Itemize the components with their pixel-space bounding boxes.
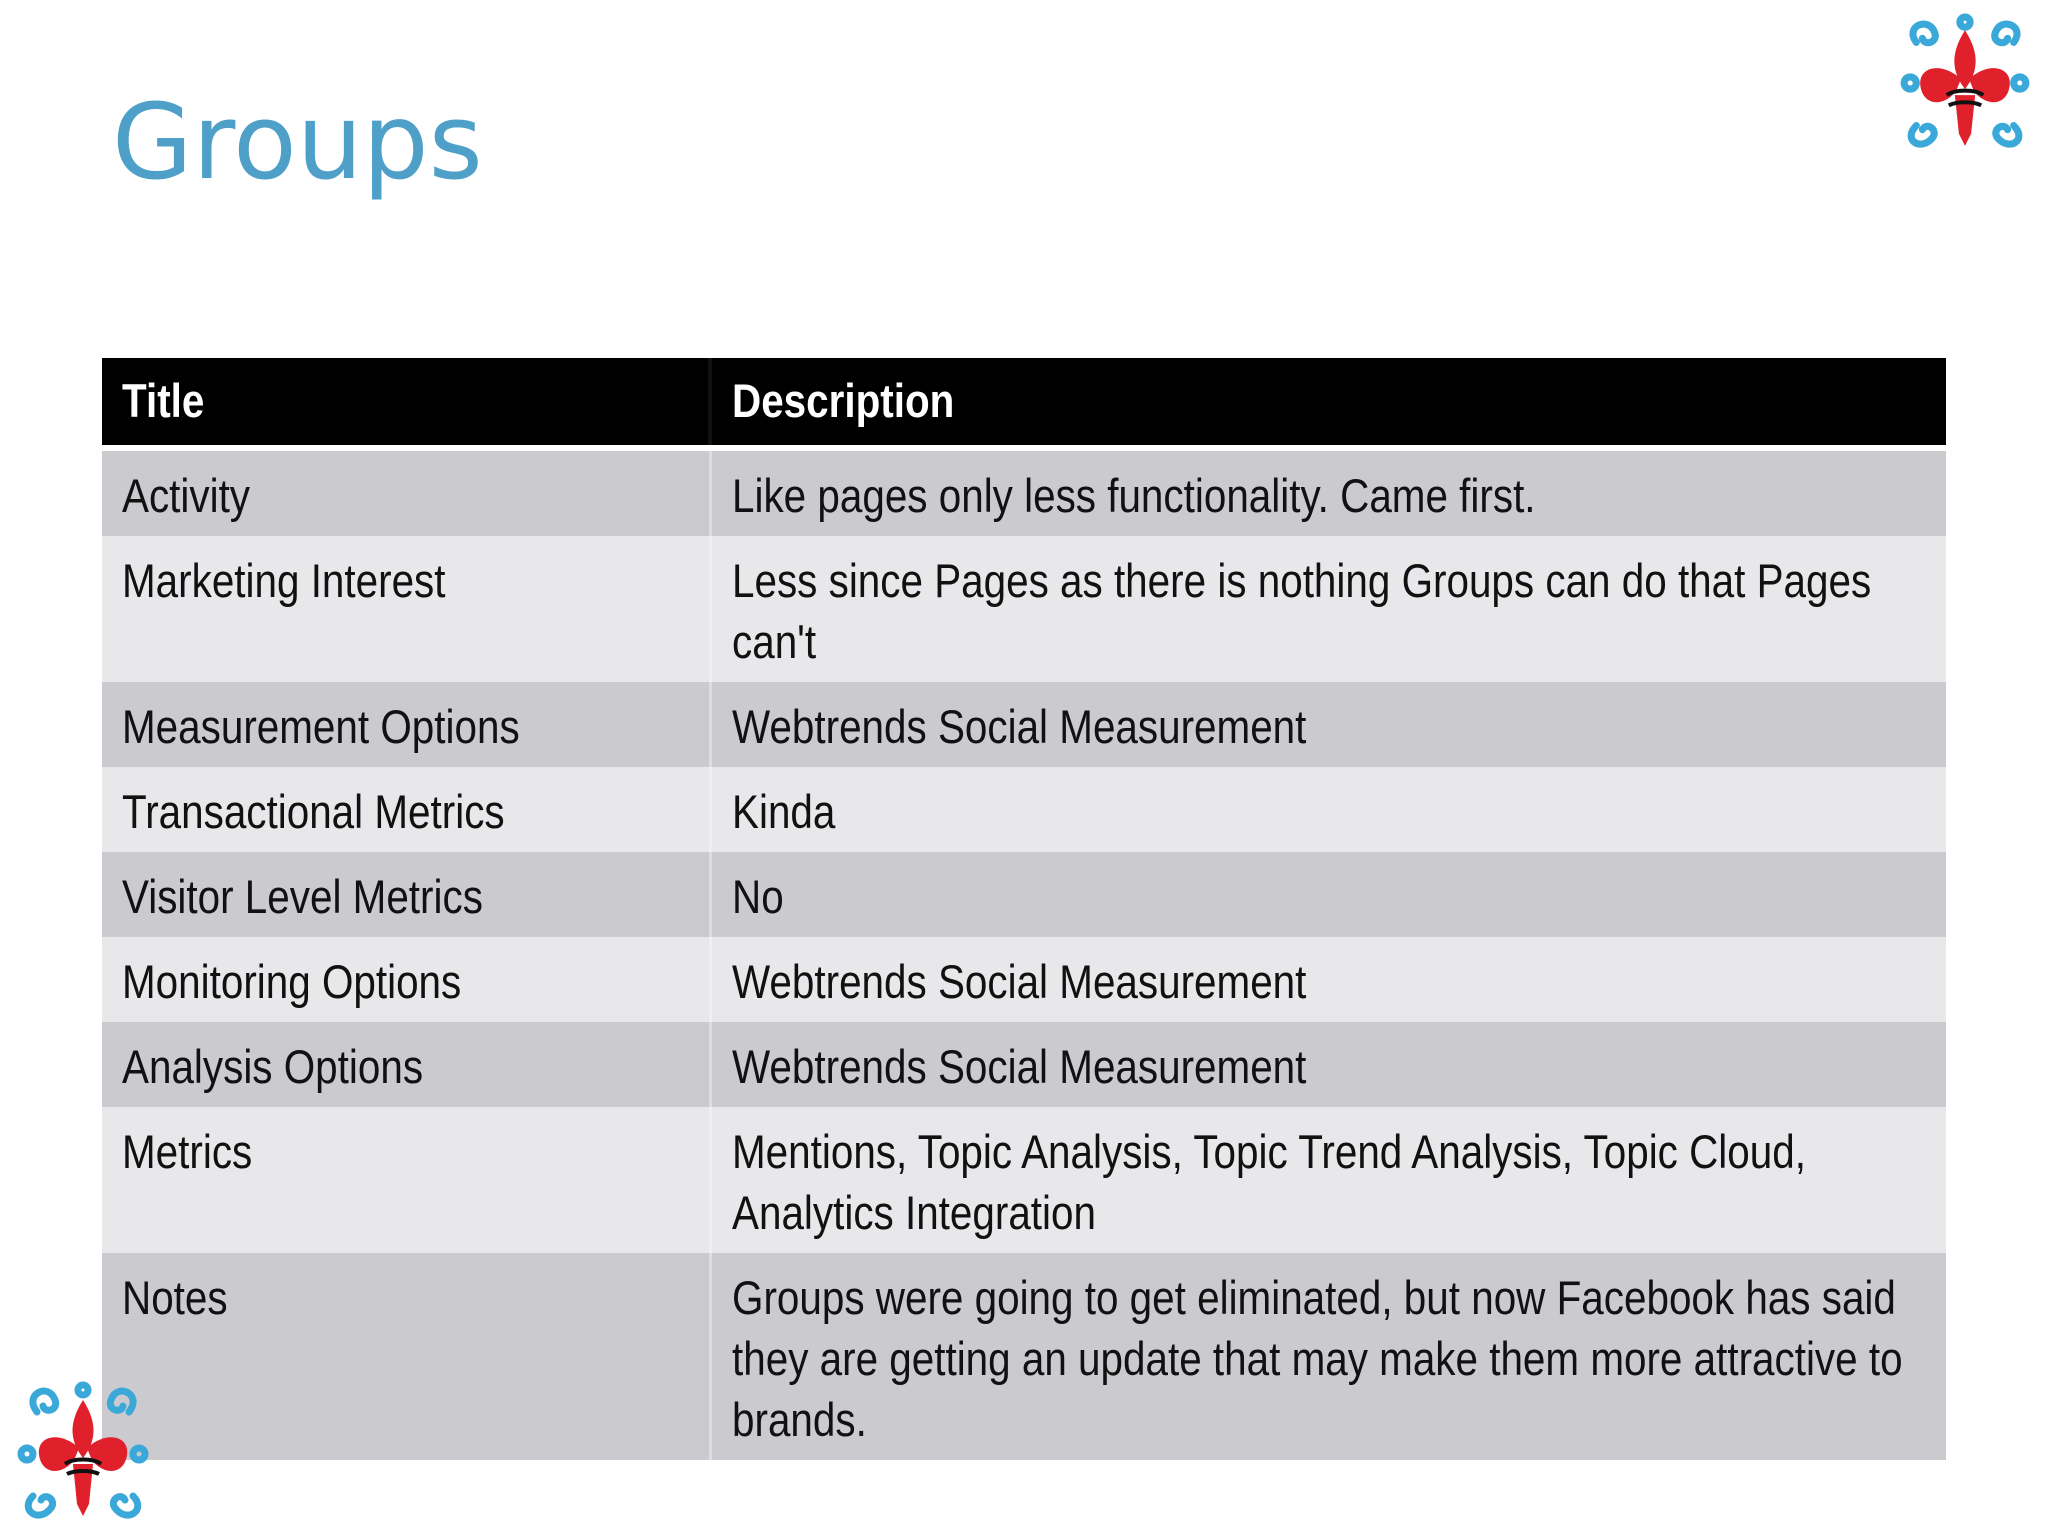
fleur-de-lis-icon: [12, 1378, 154, 1528]
cell-title: Analysis Options: [102, 1022, 710, 1107]
cell-description: Like pages only less functionality. Came first.: [710, 448, 1946, 536]
cell-title: Measurement Options: [102, 682, 710, 767]
cell-title: Visitor Level Metrics: [102, 852, 710, 937]
cell-description: Webtrends Social Measurement: [710, 1022, 1946, 1107]
cell-title: Activity: [102, 448, 710, 536]
header-description: Description: [710, 358, 1946, 448]
cell-title: Notes: [102, 1253, 710, 1460]
cell-description: Webtrends Social Measurement: [710, 682, 1946, 767]
table-row: [102, 1022, 1946, 1107]
cell-description: No: [710, 852, 1946, 937]
table-row: [102, 1253, 1946, 1460]
table-row: [102, 682, 1946, 767]
fleur-de-lis-icon: [1894, 12, 2036, 154]
cell-title: Transactional Metrics: [102, 767, 710, 852]
table-row: [102, 937, 1946, 1022]
table-row: [102, 767, 1946, 852]
cell-title: Marketing Interest: [102, 536, 710, 682]
cell-description: Mentions, Topic Analysis, Topic Trend Analysis, Topic Cloud, Analytics Integration: [710, 1107, 1946, 1253]
cell-description: Less since Pages as there is nothing Groups can do that Pages can't: [710, 536, 1946, 682]
cell-description: Webtrends Social Measurement: [710, 937, 1946, 1022]
table-row: [102, 852, 1946, 937]
table-row: [102, 1107, 1946, 1253]
table-row: [102, 448, 1946, 536]
cell-description: Kinda: [710, 767, 1946, 852]
groups-table: [102, 358, 1946, 1460]
cell-title: Monitoring Options: [102, 937, 710, 1022]
table-header-row: [102, 358, 1946, 448]
cell-description: Groups were going to get eliminated, but now Facebook has said they are getting an update that may make them more attractive to brands.: [710, 1253, 1946, 1460]
slide-title: Groups: [112, 81, 483, 203]
header-title: Title: [102, 358, 710, 448]
table-row: [102, 536, 1946, 682]
cell-title: Metrics: [102, 1107, 710, 1253]
